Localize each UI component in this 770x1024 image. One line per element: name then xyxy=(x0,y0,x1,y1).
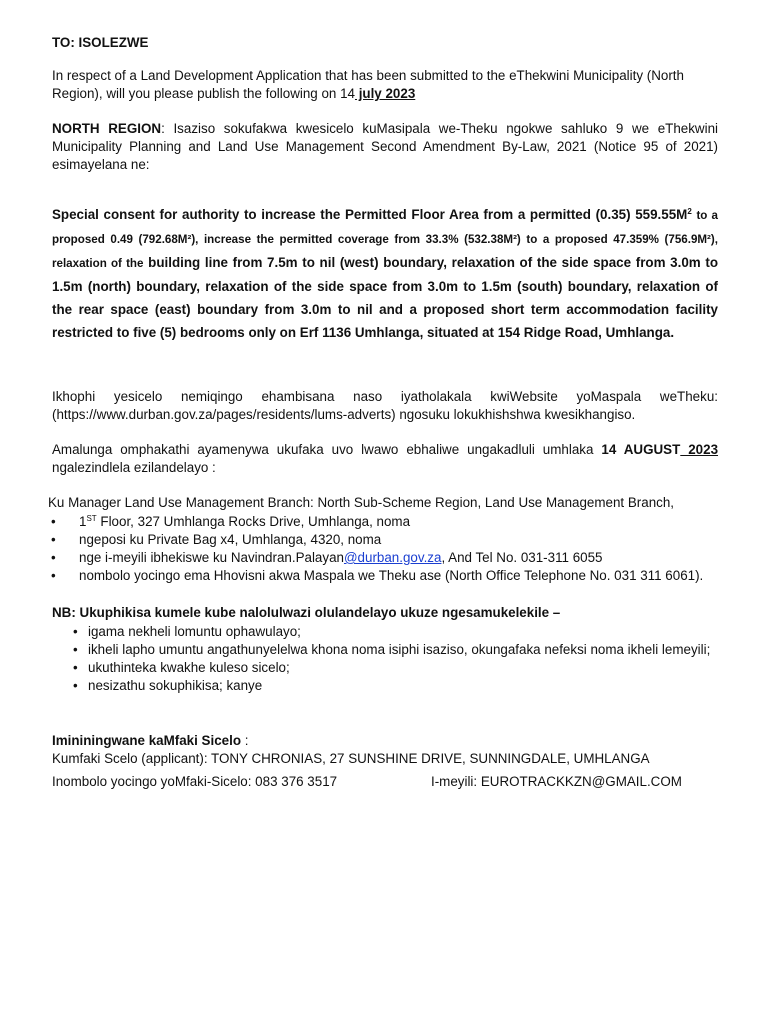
list-item: • igama nekheli lomuntu ophawulayo; xyxy=(73,624,301,639)
north-region-label: NORTH REGION xyxy=(52,121,162,136)
objections-paragraph xyxy=(52,441,718,477)
list-item: • ikheli lapho umuntu angathunyelelwa khona noma isiphi isaziso, okungafaka nefeksi noma ikheli lemeyili; xyxy=(73,642,711,657)
consent-part-1: Special consent for authority to increase the Permitted Floor Area from a permitted (0.35) 559.55M xyxy=(52,207,688,222)
applicant-phone: Inombolo yocingo yoMfaki-Sicelo: 083 376 3517 xyxy=(52,774,338,789)
notice-paragraph xyxy=(52,120,718,174)
applicant-line: Kumfaki Scelo (applicant): TONY CHRONIAS, 27 SUNSHINE DRIVE, SUNNINGDALE, UMHLANGA xyxy=(52,751,650,766)
objections-text-2: ngalezindlela ezilandelayo : xyxy=(52,460,216,475)
bullet: • xyxy=(73,624,78,639)
applicant-heading-line: Imininingwane kaMfaki Sicelo : xyxy=(52,733,249,748)
publish-date: july 2023 xyxy=(354,86,416,101)
objections-deadline-year: 2023 xyxy=(680,442,719,457)
nb-list xyxy=(73,623,718,695)
list-item: • nge i-meyili ibhekiswe ku Navindran.Palayan@durban.gov.za, And Tel No. 031-311 6055 xyxy=(51,550,603,565)
manager-line: Ku Manager Land Use Management Branch: North Sub-Scheme Region, Land Use Management Branch, xyxy=(48,495,674,510)
bullet: • xyxy=(73,660,78,675)
copy-info-paragraph: Ikhophi yesicelo nemiqingo ehambisana naso iyatholakala kwiWebsite yoMaspala weTheku: (https://www.durban.gov.za/pages/residents/lums-adverts) ngosuku lokukhishshwa kwesikhangiso. xyxy=(52,389,718,422)
bullet: • xyxy=(51,550,56,565)
consent-part-3: building line from 7.5m to nil (west) boundary, relaxation of the side space from 3.0m to 1.5m (north) boundary, relaxation of the side space from 3.0m to 1.5m (south) boundary, relaxation of the rear space (east) boundary from 3.0m to nil and a proposed short term accommodation facility restricted to five (5) bedrooms only on Erf 1136 Umhlanga, situated at 154 Ridge Road, Umhlanga. xyxy=(52,255,719,340)
bullet: • xyxy=(51,568,56,583)
list-item: • 1ST Floor, 327 Umhlanga Rocks Drive, Umhlanga, noma xyxy=(51,514,411,529)
list-item: • ngeposi ku Private Bag x4, Umhlanga, 4320, noma xyxy=(51,532,382,547)
applicant-heading: Imininingwane kaMfaki Sicelo xyxy=(52,733,242,748)
list-item: • nombolo yocingo ema Hhovisni akwa Maspala we Theku ase (North Office Telephone No. 031 311 6061). xyxy=(51,568,704,583)
email-domain-link[interactable]: @durban.gov.za xyxy=(343,550,442,565)
notice-text: : Isaziso sokufakwa kwesicelo kuMasipala we-Theku ngokwe sahluko 9 we eThekwini Municipality Planning and Land Use Management Second Amendment By-Law, 2021 (Notice 95 of 2021) esimayelana ne: xyxy=(52,121,718,172)
bullet: • xyxy=(51,514,56,529)
recipient-line: TO: ISOLEZWE xyxy=(52,35,149,50)
intro-text: In respect of a Land Development Application that has been submitted to the eThekwini Municipality (North Region), will you please publish the following on 14 xyxy=(52,68,684,101)
list-item: • nesizathu sokuphikisa; kanye xyxy=(73,678,263,693)
applicant-email: I-meyili: EUROTRACKKZN@GMAIL.COM xyxy=(431,774,682,789)
objections-deadline: 14 AUGUST xyxy=(601,442,681,457)
address-list xyxy=(51,513,719,585)
nb-title: NB: Ukuphikisa kumele kube nalolulwazi olulandelayo ukuze ngesamukelekile – xyxy=(52,605,561,620)
intro-paragraph xyxy=(52,67,718,103)
list-item: • ukuthinteka kwakhe kuleso sicelo; xyxy=(73,660,290,675)
objections-text: Amalunga omphakathi ayamenywa ukufaka uvo lwawo ebhaliwe ungakadluli umhlaka xyxy=(52,442,594,457)
bullet: • xyxy=(73,642,78,657)
bullet: • xyxy=(51,532,56,547)
consent-superscript: 2 xyxy=(687,207,692,216)
consent-part-2: to a proposed 0.49 (792.68M²), increase the permitted coverage from 33.3% (532.38M²) to a proposed 47.359% (756.9M²), relaxation of the xyxy=(52,209,718,270)
bullet: • xyxy=(73,678,78,693)
consent-paragraph xyxy=(52,203,718,344)
